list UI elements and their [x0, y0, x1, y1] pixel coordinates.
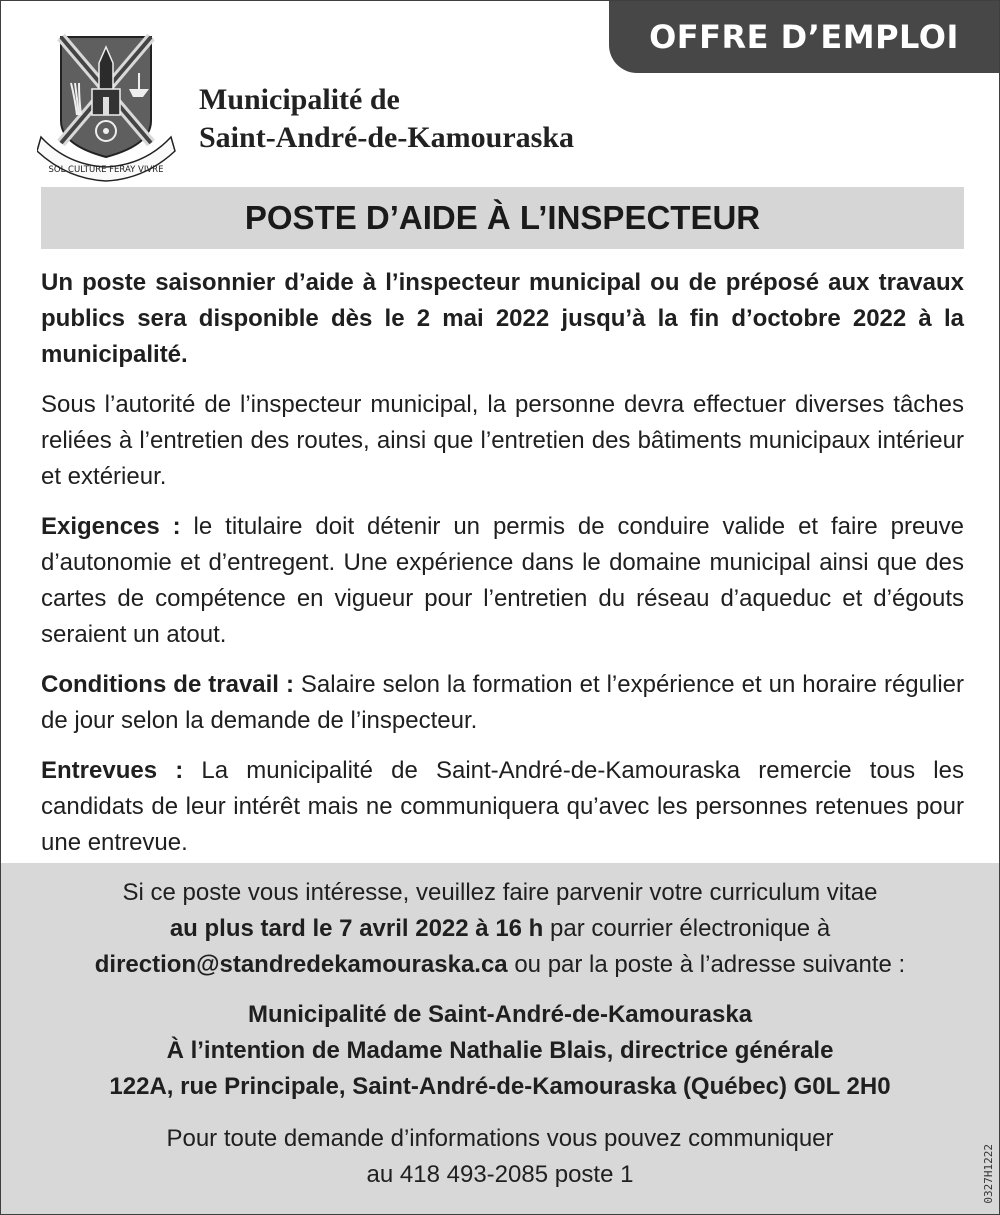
contact-info [1, 1121, 999, 1193]
municipality-name-line2: Saint-André-de-Kamouraska [199, 121, 575, 154]
posting-body [41, 265, 964, 875]
logo-motto: SOL CULTURE FERAY VIVRE [48, 165, 164, 175]
mailing-address [1, 997, 999, 1105]
intro-paragraph: Un poste saisonnier d’aide à l’inspecteur municipal ou de préposé aux travaux publics sera disponible dès le 2 mai 2022 jusqu’à la fin d’octobre 2022 à la municipalité. [41, 269, 964, 368]
job-offer-badge: OFFRE D’EMPLOI [609, 1, 999, 73]
conditions-label: Conditions de travail : [41, 671, 294, 698]
address-line-2: À l’intention de Madame Nathalie Blais, directrice générale [166, 1037, 834, 1064]
contact-line-1: Pour toute demande d’informations vous pouvez communiquer [166, 1125, 834, 1152]
application-footer [1, 863, 999, 1214]
address-line-3: 122A, rue Principale, Saint-André-de-Kamouraska (Québec) G0L 2H0 [109, 1073, 891, 1100]
duties-paragraph: Sous l’autorité de l’inspecteur municipal, la personne devra effectuer diverses tâches reliées à l’entretien des routes, ainsi que l’entretien des bâtiments municipaux intérieur et extérieur. [41, 391, 964, 490]
requirements-paragraph [41, 509, 964, 653]
apply-line-1: Si ce poste vous intéresse, veuillez faire parvenir votre curriculum vitae [122, 879, 878, 906]
address-line-1: Municipalité de Saint-André-de-Kamouraska [247, 1001, 753, 1028]
apply-line-3-rest: ou par la poste à l’adresse suivante : [507, 951, 906, 978]
contact-line-2: au 418 493-2085 poste 1 [366, 1161, 634, 1188]
ad-reference-code: 0327H1222 [982, 1144, 995, 1204]
job-title: POSTE D’AIDE À L’INSPECTEUR [41, 187, 964, 249]
interviews-label: Entrevues : [41, 757, 184, 784]
municipality-name [199, 81, 574, 157]
apply-line-2 [1, 911, 999, 947]
coat-of-arms-icon [37, 33, 187, 183]
municipal-coat-of-arms-logo [37, 33, 187, 183]
apply-line-2-rest: par courrier électronique à [543, 915, 831, 942]
interviews-text: La municipalité de Saint-André-de-Kamouraska remercie tous les candidats de leur intérêt mais ne communiquera qu’avec les personnes retenues pour une entrevue. [41, 757, 964, 856]
conditions-paragraph [41, 667, 964, 739]
conditions-text: Salaire selon la formation et l’expérience et un horaire régulier de jour selon la demande de l’inspecteur. [41, 671, 964, 734]
requirements-text: le titulaire doit détenir un permis de conduire valide et faire preuve d’autonomie et d’entregent. Une expérience dans le domaine municipal ainsi que des cartes de compétence en vigueur pour l’entretien du réseau d’aqueduc et d’égouts seraient un atout. [41, 513, 964, 648]
apply-line-3 [1, 947, 999, 983]
application-instructions [1, 863, 999, 983]
email-link[interactable]: direction@standredekamouraska.ca [94, 951, 508, 978]
deadline: au plus tard le 7 avril 2022 à 16 h [169, 915, 544, 942]
municipality-name-line1: Municipalité de [199, 83, 400, 116]
interviews-paragraph [41, 753, 964, 861]
requirements-label: Exigences : [41, 513, 181, 540]
